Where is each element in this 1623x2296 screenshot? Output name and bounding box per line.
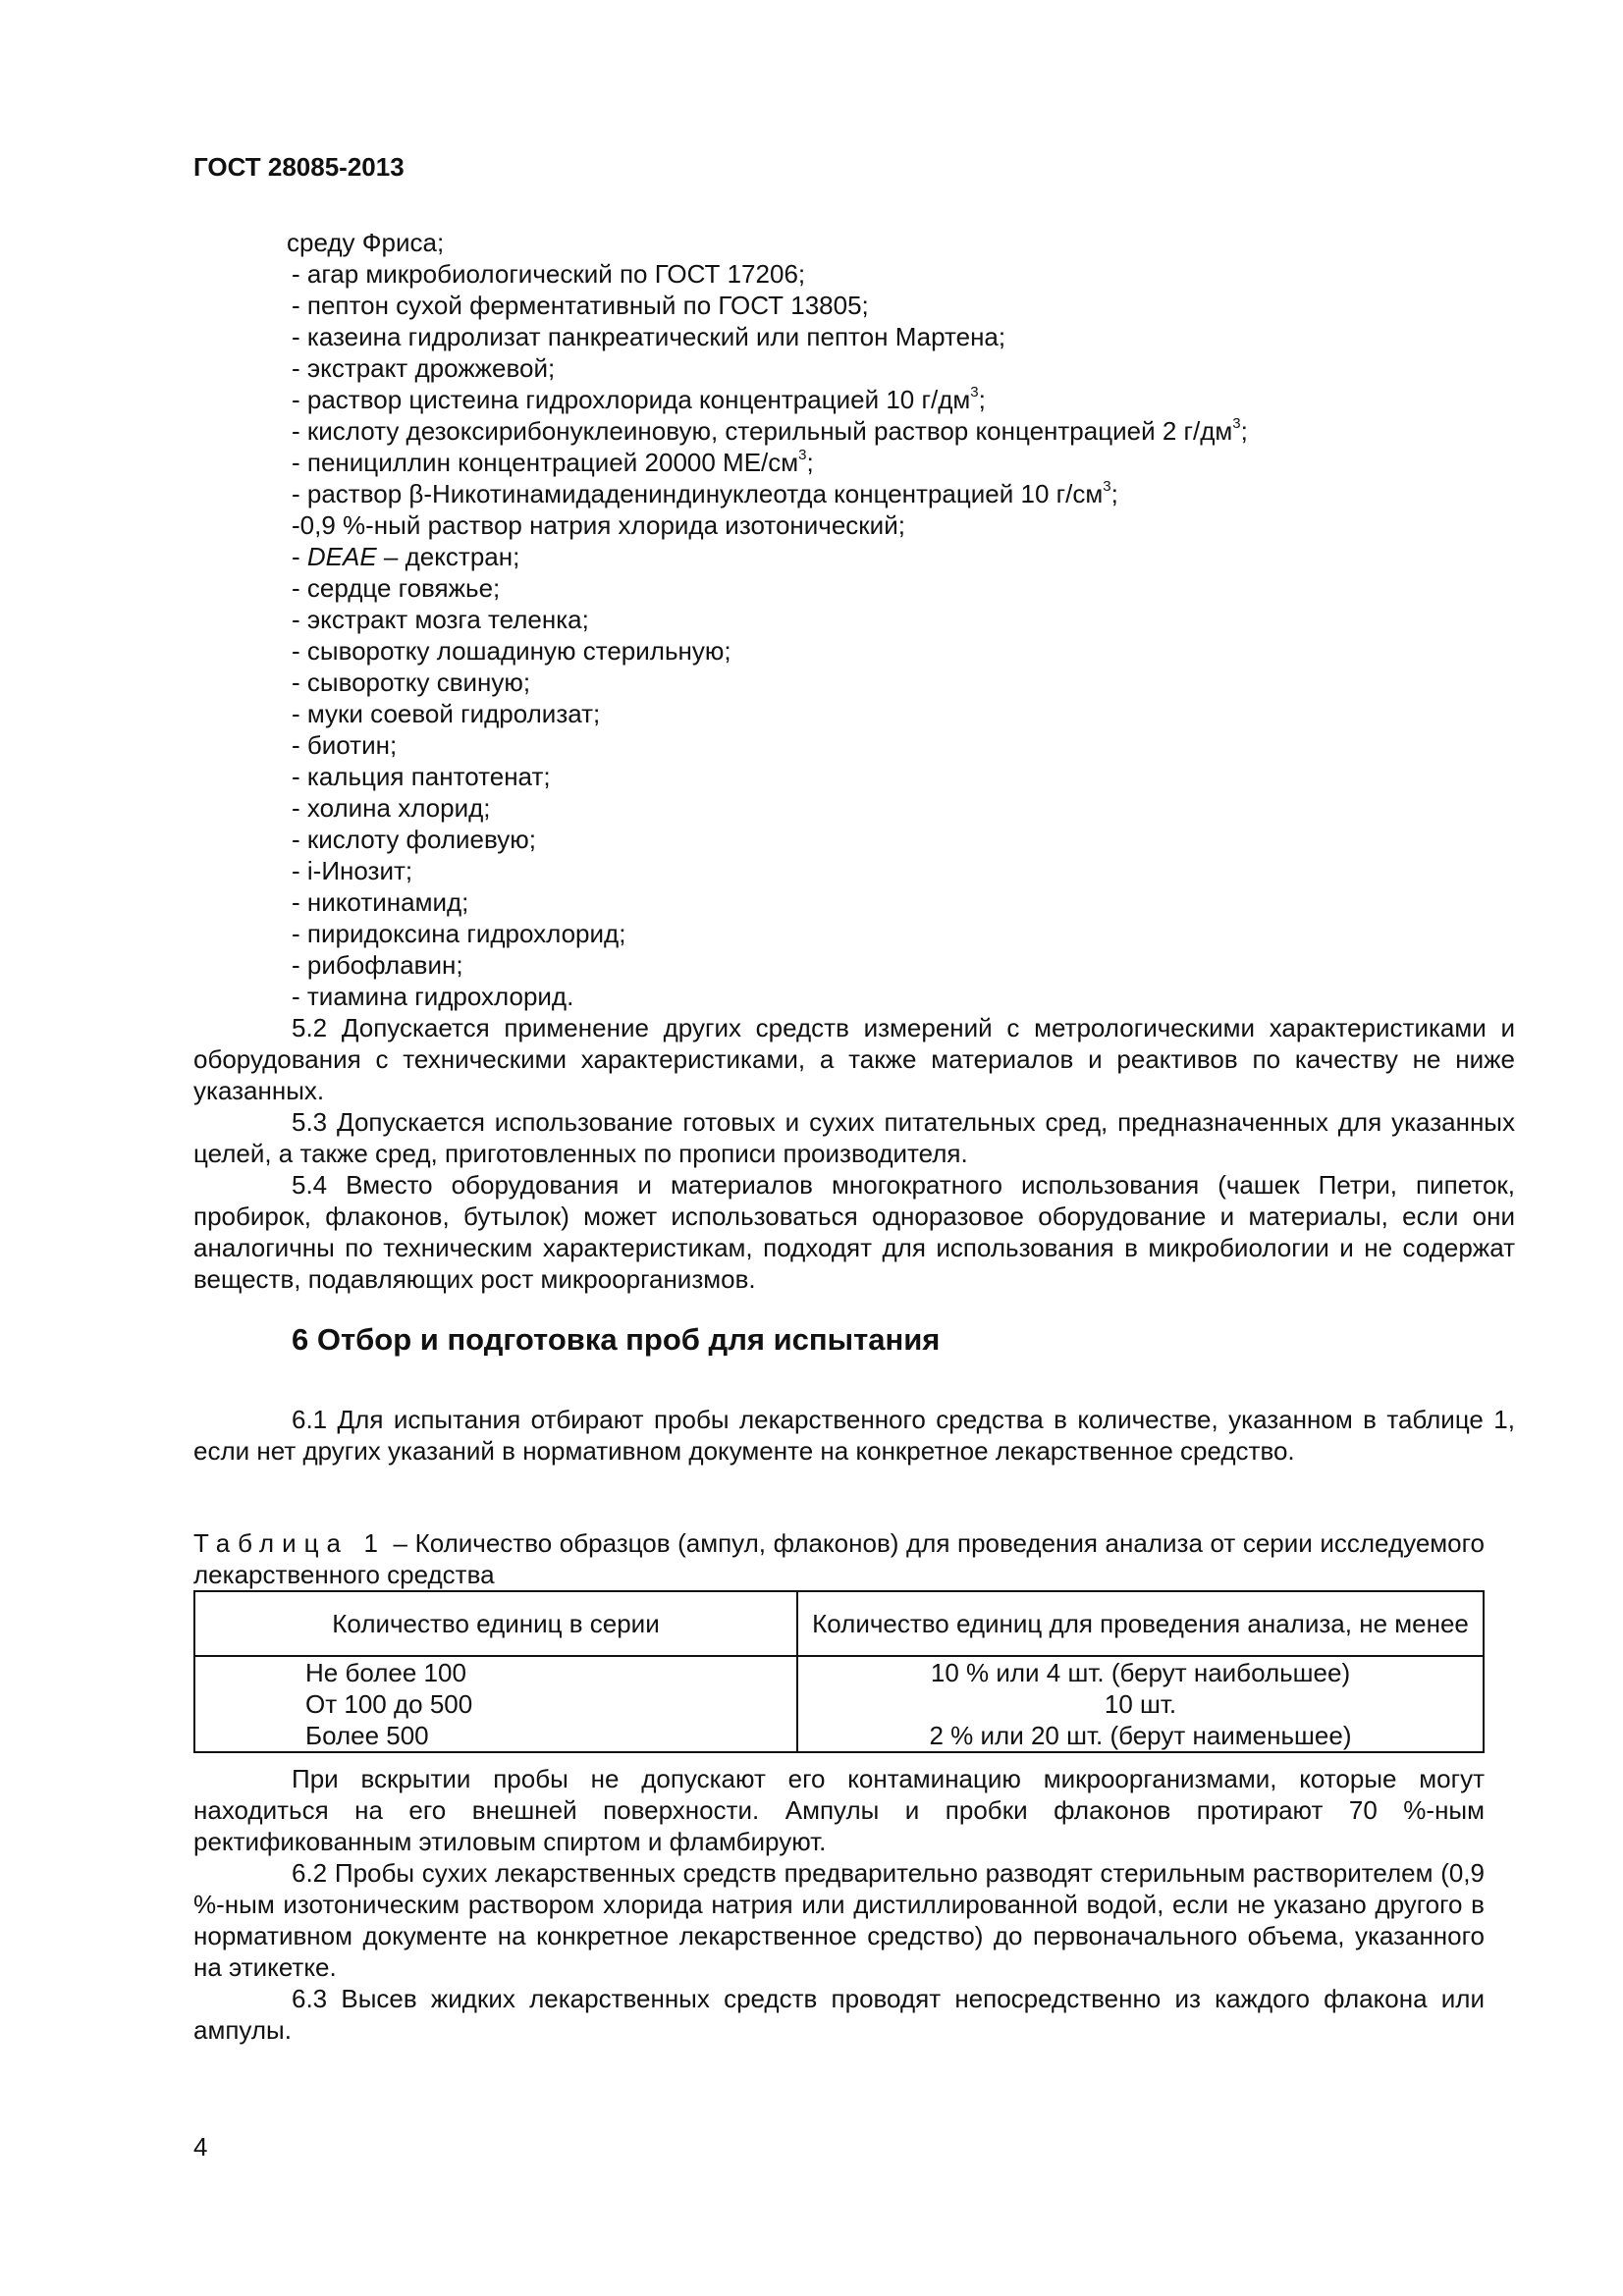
paragraph-after-table: При вскрытии пробы не допускают его контаминацию микроорганизмами, которые могут находиться на его внешней поверхности. Ампулы и пробки флаконов протирают 70 %-ным ректификованным этиловым спиртом и фламбируют. — [193, 1764, 1485, 1856]
materials-list — [193, 227, 1515, 1295]
table-cell: Не более 100 От 100 до 500 Более 500 — [194, 1656, 797, 1752]
list-item: - кислоту дезоксирибонуклеиновую, стерильный раствор концентрацией 2 $г/дм^3$; — [292, 415, 1248, 446]
paragraph-5-2: 5.2 Допускается применение других средств измерений с метрологическими характеристиками и оборудования с техническими характеристиками, а также материалов и реактивов по качеству не ниже указанных. — [193, 1013, 1515, 1105]
paragraph-6-2: 6.2 Пробы сухих лекарственных средств предварительно разводят стерильным растворителем (0,9 %-ным изотоническим раствором хлорида натрия или дистиллированной водой, если не указано другого в нормативном документе на конкретное лекарственное средство) до первоначального объема, указанного на этикетке. — [193, 1858, 1485, 1982]
list-item: -0,9 %-ный раствор натрия хлорида изотонический; — [292, 510, 905, 540]
list-item: - кислоту фолиевую; — [292, 825, 536, 854]
section-6-body — [193, 1763, 1485, 2046]
list-item: - пенициллин концентрацией 20000 $МЕ/см^3$; — [292, 447, 814, 477]
list-item: - сыворотку лошадиную стерильную; — [292, 636, 731, 666]
page-number: 4 — [193, 2132, 208, 2162]
document-header: ГОСТ 28085-2013 — [193, 152, 405, 182]
list-item: - пиридоксина гидрохлорид; — [292, 919, 626, 948]
list-item: - биотин; — [292, 730, 398, 760]
list-item: - раствор β-Никотинамидадениндинуклеотда концентрацией 10 $г/см^3$; — [292, 478, 1118, 508]
section-6-intro — [193, 1404, 1515, 1467]
table-caption-text: – Количество образцов (ампул, флаконов) для проведения анализа от серии исследуемого лекарственного средства — [193, 1528, 1485, 1589]
list-item: - тиамина гидрохлорид. — [292, 982, 574, 1011]
table-header-cell: Количество единиц для проведения анализа, не менее — [797, 1591, 1484, 1656]
paragraph-6-3: 6.3 Высев жидких лекарственных средств проводят непосредственно из каждого флакона или ампулы. — [193, 1984, 1485, 2045]
list-item: - муки соевой гидролизат; — [292, 699, 601, 728]
list-item: - DEAE – декстран; — [292, 542, 520, 571]
list-item: - пептон сухой ферментативный по ГОСТ 13805; — [292, 291, 869, 320]
list-item: - i-Инозит; — [292, 856, 413, 885]
list-item: - сыворотку свиную; — [292, 667, 531, 697]
table-row — [194, 1656, 1484, 1752]
paragraph-5-4: 5.4 Вместо оборудования и материалов многократного использования (чашек Петри, пипеток, пробирок, флаконов, бутылок) может использоваться одноразовое оборудование и материалы, если они аналогичны по техническим характеристикам, подходят для использования в микробиологии и не содержат веществ, подавляющих рост микроорганизмов. — [193, 1170, 1515, 1294]
table-caption — [193, 1527, 1485, 1590]
list-item: - казеина гидролизат панкреатический или пептон Мартена; — [292, 322, 1006, 351]
list-item: - агар микробиологический по ГОСТ 17206; — [292, 259, 806, 289]
table-header-cell: Количество единиц в серии — [194, 1591, 797, 1656]
list-item: - сердце говяжье; — [292, 573, 501, 603]
list-item: - раствор цистеина гидрохлорида концентрацией 10 $г/дм^3$; — [292, 384, 986, 414]
paragraph-5-3: 5.3 Допускается использование готовых и сухих питательных сред, предназначенных для указанных целей, а также сред, приготовленных по прописи производителя. — [193, 1107, 1515, 1168]
table-caption-label: Таблица 1 — [193, 1528, 386, 1558]
list-item: - холина хлорид; — [292, 793, 491, 823]
section-6-title: 6 Отбор и подготовка проб для испытания — [292, 1322, 941, 1357]
list-item: - кальция пантотенат; — [292, 762, 551, 791]
list-first-line: среду Фриса; — [287, 228, 445, 257]
list-item: - рибофлавин; — [292, 950, 463, 980]
paragraph-6-1: 6.1 Для испытания отбирают пробы лекарственного средства в количестве, указанном в таблице 1, если нет других указаний в нормативном документе на конкретное лекарственное средство. — [193, 1405, 1515, 1466]
table-cell: 10 % или 4 шт. (берут наибольшее) 10 шт. 2 % или 20 шт. (берут наименьшее) — [797, 1656, 1484, 1752]
table-1 — [193, 1590, 1485, 1753]
list-item: - экстракт дрожжевой; — [292, 353, 556, 383]
list-item: - экстракт мозга теленка; — [292, 605, 589, 634]
list-item: - никотинамид; — [292, 887, 469, 917]
